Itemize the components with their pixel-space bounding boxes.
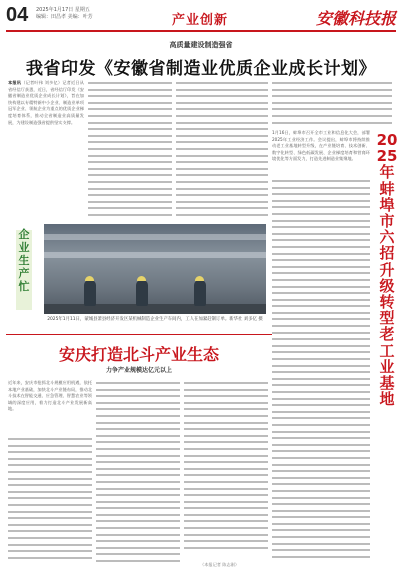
newspaper-brand: 安徽科技报 xyxy=(315,9,396,28)
section-divider xyxy=(6,334,272,335)
article2-text-column-2 xyxy=(96,382,180,568)
factory-photo xyxy=(44,224,266,314)
article2-text-column-1 xyxy=(8,438,92,568)
article1-lead-label: 本报讯 xyxy=(8,80,22,85)
article1-kicker: 高质量建设制造强省 xyxy=(169,41,233,49)
masthead xyxy=(6,4,396,32)
article2-subhead: 力争产业规模达亿元以上 xyxy=(105,367,172,374)
issue-meta xyxy=(36,7,93,21)
article2-text-column-3 xyxy=(184,382,268,558)
article1-lead-paragraph xyxy=(8,80,84,220)
side-label-box xyxy=(6,222,40,318)
article2-reporter: （本报记者 陈志刚） xyxy=(200,562,240,567)
photo-caption: 2025年1月11日，蒙城县萧县经济开发区某机械制造企业生产车间内，工人在加紧赶制订单。新华社 刘多亿 摄 xyxy=(47,317,263,322)
date-line: 2025年1月17日 星期五 xyxy=(36,7,90,13)
article1-text-column-4 xyxy=(272,82,392,124)
article2-lead-paragraph: 近年来，安庆市抢抓北斗规模应用机遇，依托本地产业基础，加快北斗产业链布局，推动北斗技术在智能交通、应急管理、智慧农业等领域的深度应用，着力打造北斗产业发展新高地。 xyxy=(8,380,92,412)
article1-text-column-2 xyxy=(88,82,172,220)
article1-headline: 我省印发《安徽省制造业优质企业成长计划》 xyxy=(26,59,376,79)
article1-text-column-3 xyxy=(176,82,268,220)
side-story-text-column xyxy=(272,180,370,566)
article2-headline: 安庆打造北斗产业生态 xyxy=(58,345,219,364)
editor-line: 编辑：田昌孝 美编：叶芳 xyxy=(36,14,93,20)
side-label: 企业生产忙 xyxy=(18,228,30,293)
side-story-vertical-headline: 2025年蚌埠市六招升级转型老工业基地 xyxy=(376,131,398,409)
section-title: 产业创新 xyxy=(172,13,229,28)
page-number: 04 xyxy=(6,4,29,26)
article1-lead-text: （记者叶伟 刘多亿）记者近日从省经信厅获悉，近日，省经信厅印发《安徽省制造业优质企业成长计划》，旨在加快构建以专精特新中小企业、制造业单项冠军企业、领航企业为重点的优质企业梯度培育体系，推动全省制造业高质量发展，为建设制造强省提供坚实支撑。 xyxy=(8,80,84,125)
side-story-lead: 1月16日，蚌埠市召开全市工业和信息化大会，部署2025年工业经济工作。会议提出，蚌埠市将持续推动老工业基地转型升级，在产业链培育、技术创新、数字化转型、绿色低碳发展、企业梯度培育和营商环境优化等方面发力，打造先进制造业集聚地。 xyxy=(272,130,370,162)
